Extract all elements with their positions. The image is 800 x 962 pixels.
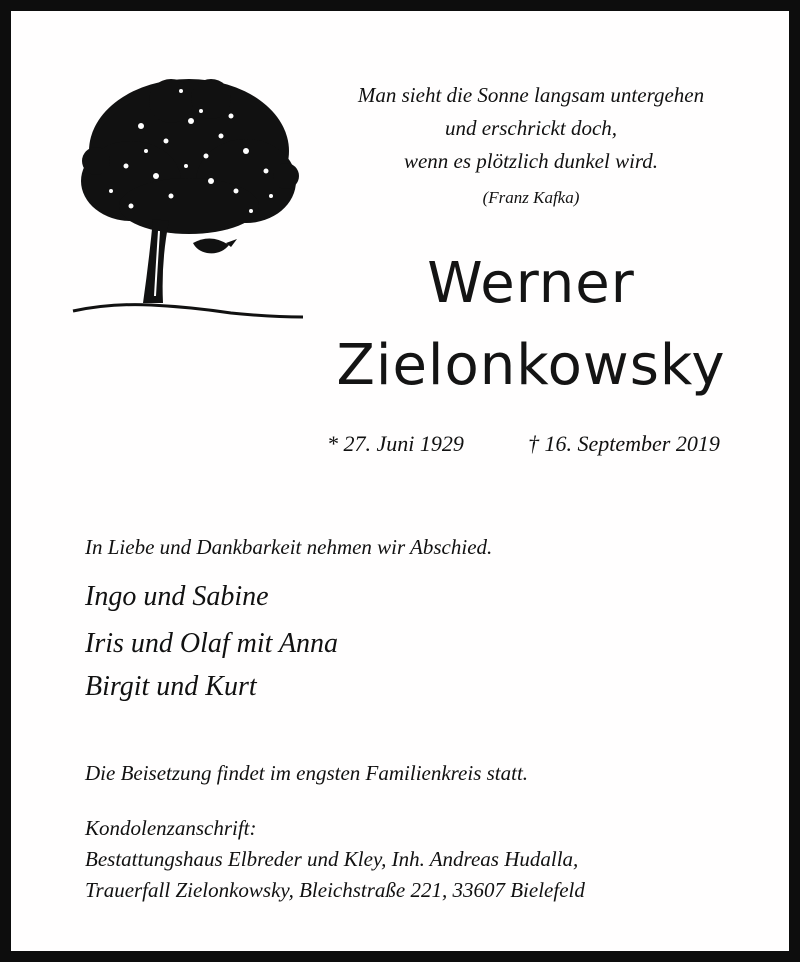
quote-line: Man sieht die Sonne langsam untergehen bbox=[357, 83, 705, 107]
quote-text bbox=[311, 79, 751, 178]
birth-date: * 27. Juni 1929 bbox=[327, 431, 464, 456]
death-date: † 16. September 2019 bbox=[528, 431, 720, 456]
burial-note: Die Beisetzung findet im engsten Familienkreis statt. bbox=[85, 761, 529, 785]
condolence-label: Kondolenzanschrift: bbox=[85, 816, 257, 840]
farewell-text: In Liebe und Dankbarkeit nehmen wir Abschied. bbox=[85, 535, 493, 559]
deceased-last-name: Zielonkowsky bbox=[336, 333, 726, 398]
deceased-first-name: Werner bbox=[427, 251, 635, 316]
condolence-address bbox=[85, 813, 585, 906]
family-member: Ingo und Sabine bbox=[85, 581, 269, 612]
condolence-line: Trauerfall Zielonkowsky, Bleichstraße 221, 33607 Bielefeld bbox=[85, 878, 585, 902]
condolence-line: Bestattungshaus Elbreder und Kley, Inh. Andreas Hudalla, bbox=[85, 847, 579, 871]
tree-with-bird-icon bbox=[71, 71, 306, 323]
family-member: Iris und Olaf mit Anna bbox=[85, 628, 339, 659]
family-member: Birgit und Kurt bbox=[85, 671, 257, 702]
quote-line: wenn es plötzlich dunkel wird. bbox=[403, 149, 659, 173]
quote-author: (Franz Kafka) bbox=[482, 188, 580, 207]
quote-line: und erschrickt doch, bbox=[444, 116, 618, 140]
